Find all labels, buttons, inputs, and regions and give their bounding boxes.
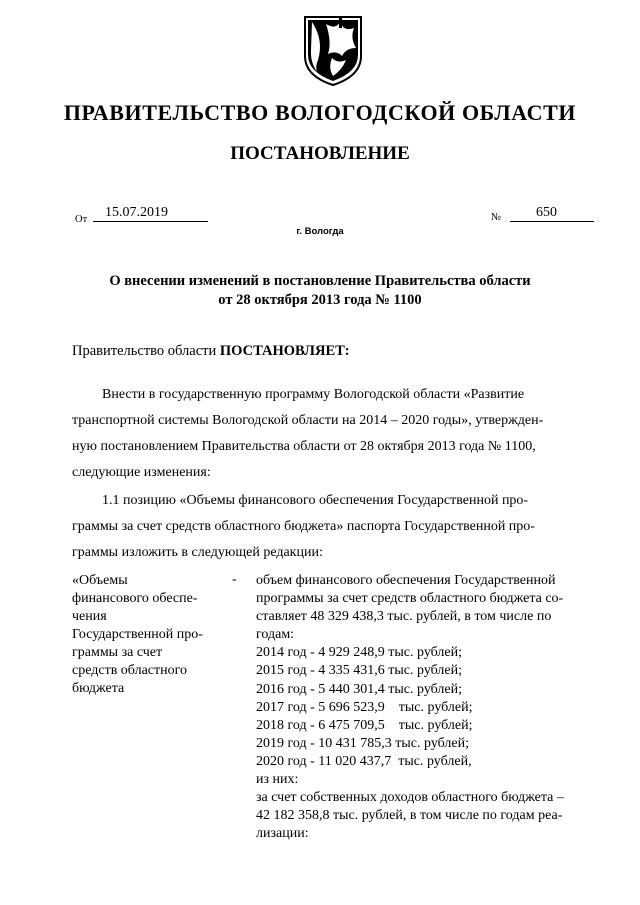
paragraph-line: граммы изложить в следующей редакции: (72, 545, 323, 560)
decree-verb: ПОСТАНОВЛЯЕТ: (219, 343, 350, 359)
coat-of-arms-icon (302, 14, 364, 88)
paragraph-line: следующие изменения: (72, 465, 211, 480)
document-type: ПОСТАНОВЛЕНИЕ (230, 143, 410, 164)
number-value: 650 (510, 205, 594, 222)
date-field (93, 205, 208, 222)
paragraph-line: транспортной системы Вологодской области на 2014 – 2020 годы», утвержден- (72, 413, 544, 428)
table-right-line: 2018 год - 6 475 709,5 тыс. рублей; (256, 717, 473, 733)
table-left-line: чения (72, 609, 107, 624)
date-value: 15.07.2019 (93, 205, 208, 222)
table-right-line: 2019 год - 10 431 785,3 тыс. рублей; (256, 735, 470, 751)
table-right-line: годам: (256, 627, 295, 643)
paragraph-line: граммы за счет средств областного бюджета» паспорта Государственной про- (72, 519, 535, 534)
document-heading (60, 272, 580, 310)
table-right-line: из них: (256, 772, 299, 788)
table-left-column (72, 572, 202, 698)
table-right-line: 42 182 358,8 тыс. рублей, в том числе по годам реа- (256, 808, 563, 824)
paragraph-line: ную постановлением Правительства области от 28 октября 2013 года № 1100, (72, 439, 536, 454)
table-left-line: средств областного (72, 663, 188, 678)
table-right-line: 2016 год - 5 440 301,4 тыс. рублей; (256, 681, 463, 697)
table-right-line: ставляет 48 329 438,3 тыс. рублей, в том числе по (256, 609, 552, 625)
decree-line (72, 343, 350, 360)
table-left-line: Государственной про- (72, 627, 203, 642)
table-right-column (256, 572, 578, 843)
number-field (510, 205, 594, 222)
number-prefix: № (491, 212, 502, 223)
authority-title: ПРАВИТЕЛЬСТВО ВОЛОГОДСКОЙ ОБЛАСТИ (63, 100, 577, 125)
table-right-line: за счет собственных доходов областного бюджета – (256, 790, 564, 806)
table-right-line: лизации: (256, 826, 309, 842)
table-right-line: 2014 год - 4 929 248,9 тыс. рублей; (256, 645, 463, 661)
heading-line-2: от 28 октября 2013 года № 1100 (218, 292, 422, 308)
table-left-line: бюджета (72, 681, 125, 696)
table-right-line: 2015 год - 4 335 431,6 тыс. рублей; (256, 663, 463, 679)
table-right-line: объем финансового обеспечения Государственной (256, 573, 556, 588)
date-prefix: От (75, 214, 88, 225)
paragraph-line: Внести в государственную программу Вологодской области «Развитие (102, 387, 525, 402)
table-dash: - (232, 572, 237, 587)
paragraph-1 (72, 382, 577, 486)
table-left-line: «Объемы (72, 573, 128, 588)
heading-line-1: О внесении изменений в постановление Правительства области (109, 273, 531, 289)
table-left-line: граммы за счет (72, 645, 163, 660)
paragraph-2 (72, 488, 577, 566)
table-right-line: программы за счет средств областного бюджета со- (256, 591, 564, 607)
decree-subject: Правительство области (72, 343, 217, 359)
paragraph-line: 1.1 позицию «Объемы финансового обеспечения Государственной про- (102, 493, 529, 508)
city: г. Вологда (296, 226, 344, 237)
table-left-line: финансового обеспе- (72, 591, 198, 606)
table-right-line: 2020 год - 11 020 437,7 тыс. рублей, (256, 753, 472, 769)
table-right-line: 2017 год - 5 696 523,9 тыс. рублей; (256, 699, 473, 715)
